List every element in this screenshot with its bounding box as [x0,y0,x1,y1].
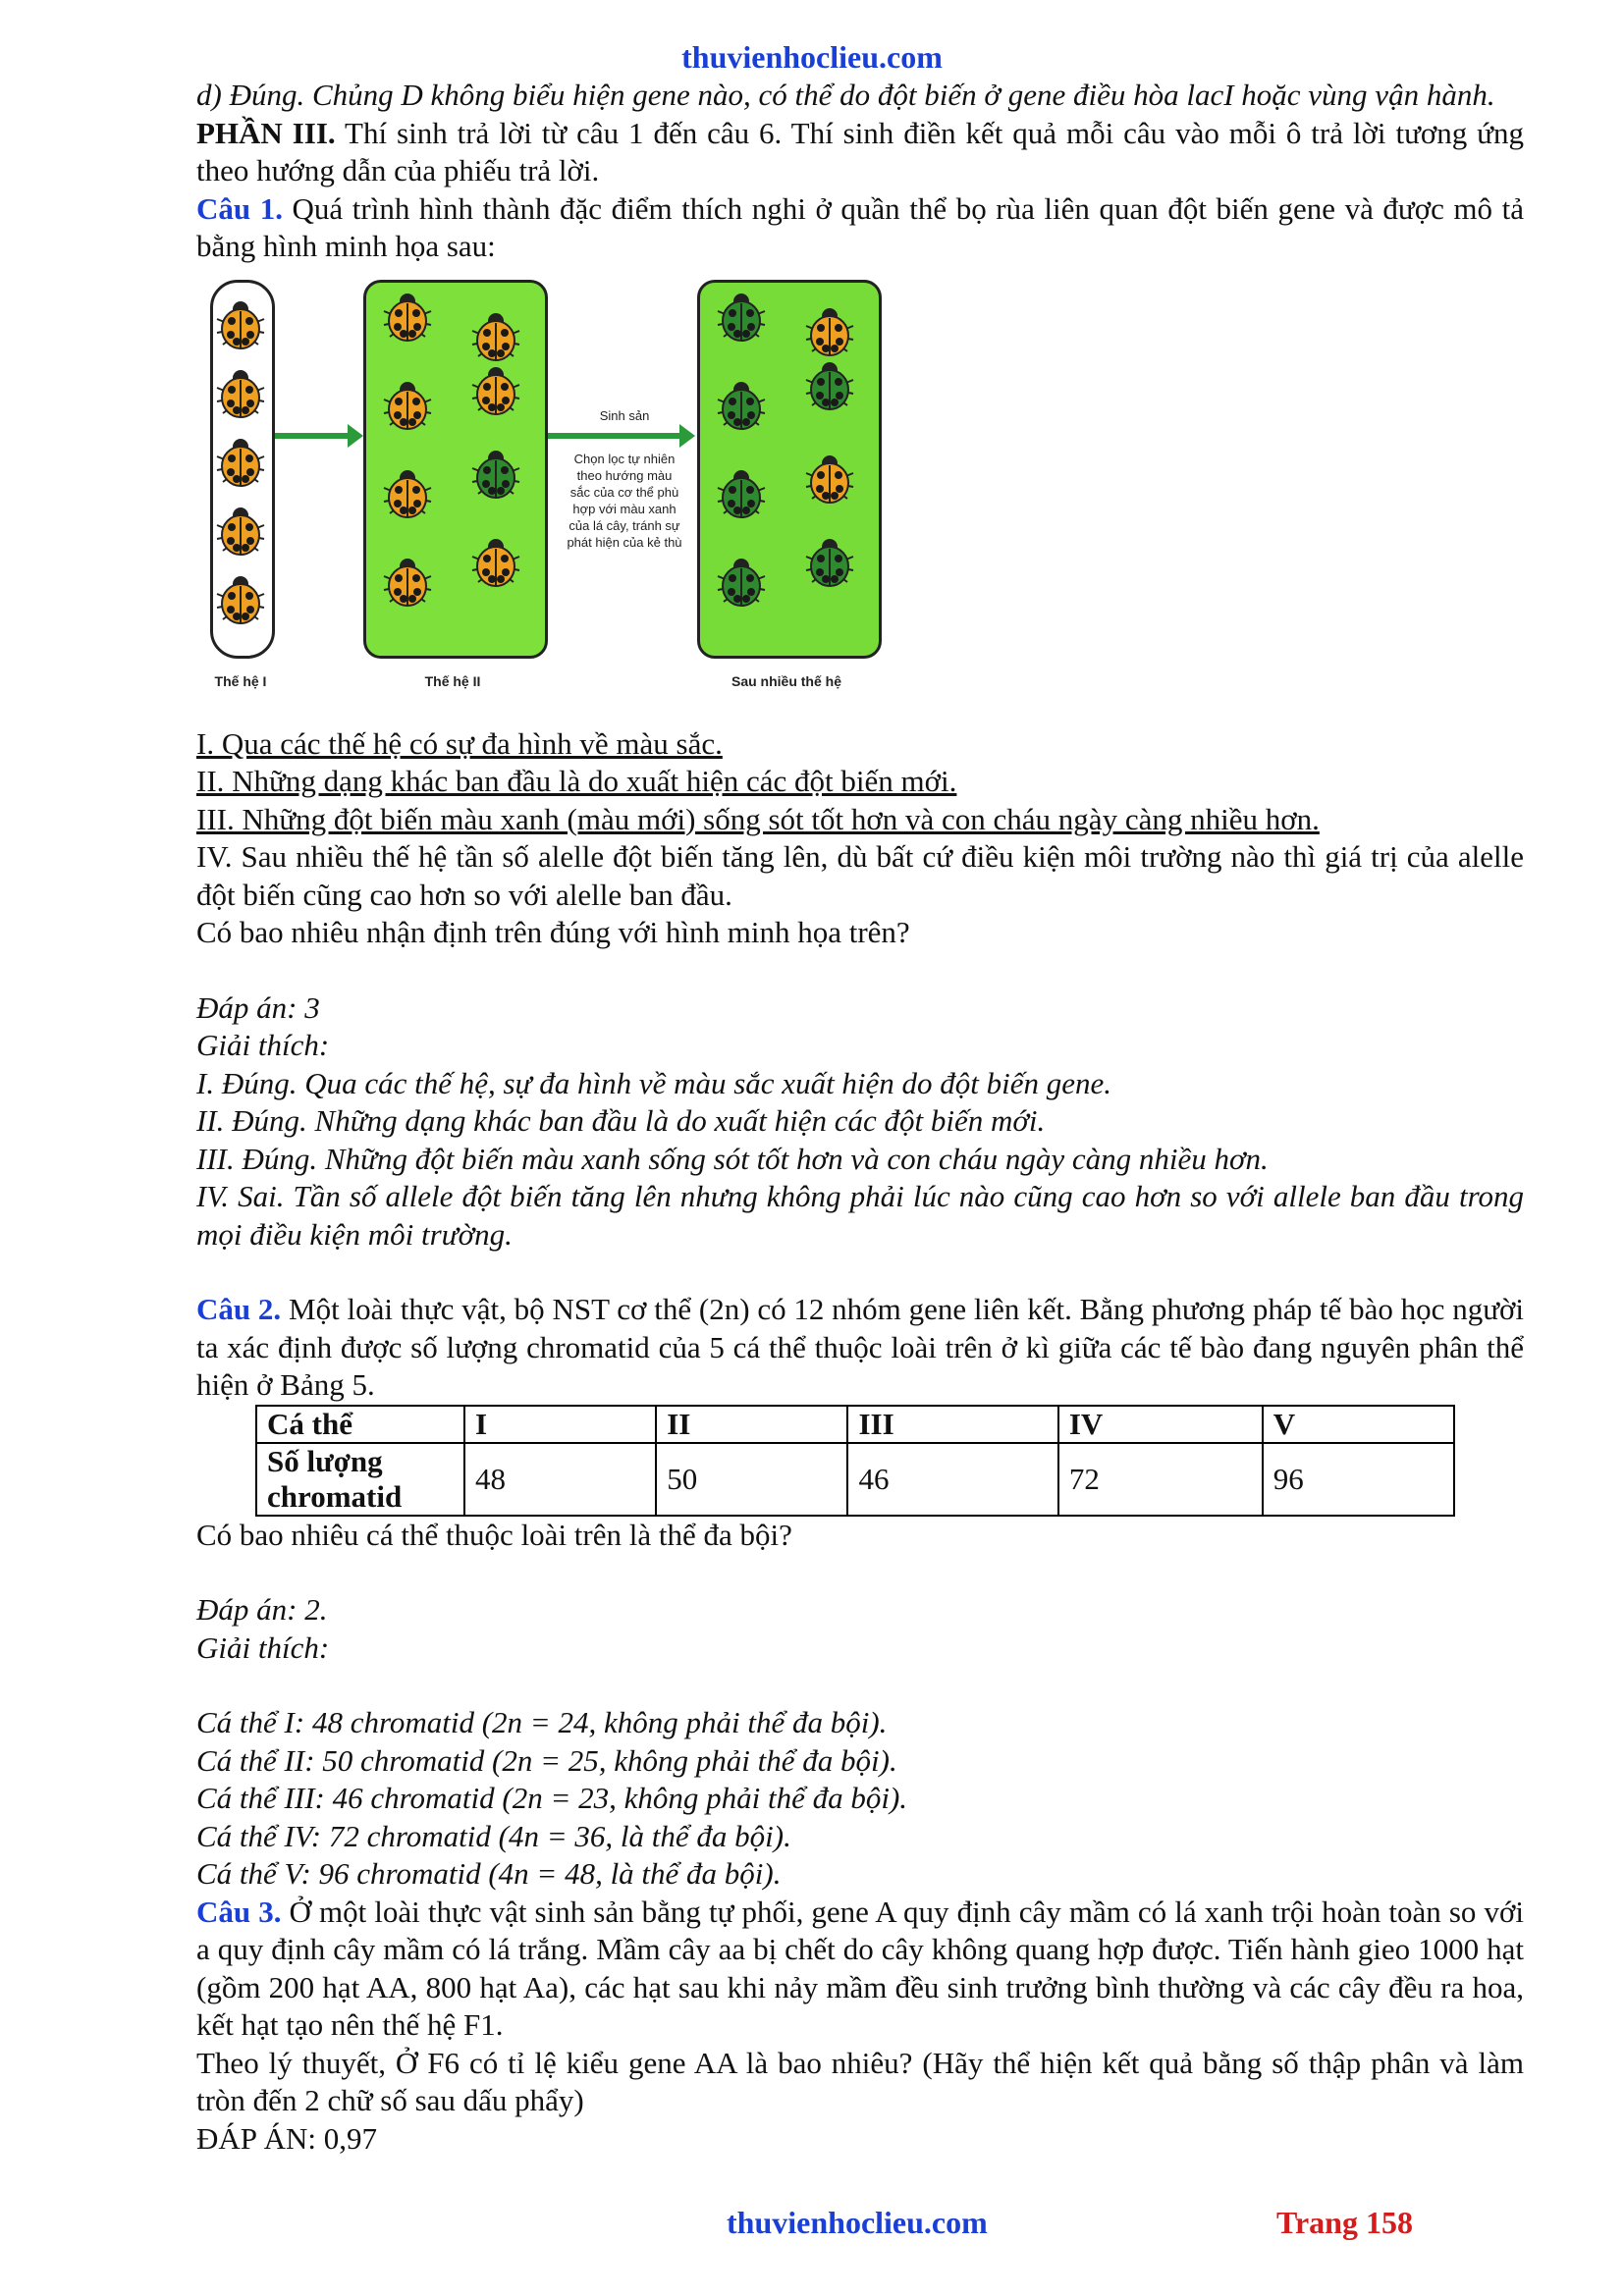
table-cell: IV [1058,1406,1263,1443]
orange-ladybug-icon [384,294,431,341]
q2-explain-3: Cá thể III: 46 chromatid (2n = 23, không phải thể đa bội). [196,1781,908,1815]
ladybug-figure [196,270,884,692]
intro-d-line: d) Đúng. Chủng D không biểu hiện gene nào, có thể do đột biến ở gene điều hòa lacI hoặc vùng vận hành. [196,78,1495,112]
orange-ladybug-icon [217,301,264,348]
q3-answer: ĐÁP ÁN: 0,97 [196,2120,378,2156]
q2-prompt [196,1291,1524,1405]
q1-statement-4: IV. Sau nhiều thế hệ tần số alelle đột biến tăng lên, dù bất cứ điều kiện môi trường nào thì giá trị của alelle đột biến cũng cao hơn so với alelle ban đầu. [196,839,1524,912]
q2-label: Câu 2. [196,1292,282,1326]
green-ladybug-icon [718,294,765,341]
part-three [196,115,1524,190]
table-cell: 50 [656,1443,847,1516]
green-ladybug-icon [718,470,765,517]
q1-label: Câu 1. [196,190,283,226]
arrow-bottom-label: Chọn lọc tự nhiên theo hướng màu sắc của cơ thể phù hợp với màu xanh của lá cây, tránh sự phát hiện của kẻ thù [567,451,682,550]
green-ladybug-icon [472,451,519,498]
orange-ladybug-icon [472,539,519,586]
q2-answer: Đáp án: 2. [196,1592,328,1627]
q2-question: Có bao nhiêu cá thể thuộc loài trên là thể đa bội? [196,1517,792,1552]
green-ladybug-icon [718,382,765,429]
table-row [256,1443,1454,1516]
q3-text: Ở một loài thực vật sinh sản bằng tự phối, gene A quy định cây mầm có lá xanh trội hoàn toàn so với a quy định cây mầm có lá trắng. Mầm cây aa bị chết do cây không quang hợp được. Tiến hành gieo 1000 hạt (gồm 200 hạt AA, 800 hạt Aa), các hạt sau khi nảy mầm đều sinh trưởng bình thường và các cây đều ra hoa, kết hạt tạo nên thế hệ F1. [196,1894,1525,2042]
table-cell: V [1263,1406,1454,1443]
orange-ladybug-icon [472,367,519,414]
orange-ladybug-icon [217,439,264,486]
q1-explain-4: IV. Sai. Tần số allele đột biến tăng lên nhưng không phải lúc nào cũng cao hơn so với allele ban đầu trong mọi điều kiện môi trường. [196,1179,1524,1252]
label-gen1: Thế hệ I [214,672,267,689]
q1-prompt [196,190,1524,266]
q2-explain-title: Giải thích: [196,1629,330,1665]
table-header-row [256,1406,1454,1443]
orange-ladybug-icon [384,559,431,606]
q3-prompt [196,1894,1524,2045]
table-cell: II [656,1406,847,1443]
green-ladybug-icon [806,362,853,409]
q2-text: Một loài thực vật, bộ NST cơ thể (2n) có 12 nhóm gene liên kết. Bằng phương pháp tế bào học người ta xác định được số lượng chromatid của 5 cá thể thuộc loài trên ở kì giữa các tế bào đang nguyên phân thể hiện ở Bảng 5. [196,1292,1525,1402]
footer-site[interactable]: thuvienhoclieu.com [727,2205,988,2240]
chromatid-table [255,1405,1455,1517]
green-ladybug-icon [806,539,853,586]
q2-explain-4: Cá thể IV: 72 chromatid (4n = 36, là thể đa bội). [196,1818,791,1853]
table-cell: Số lượng chromatid [256,1443,464,1516]
label-after: Sau nhiều thế hệ [731,672,841,689]
table-cell: Cá thể [256,1406,464,1443]
q1-statement-1: I. Qua các thế hệ có sự đa hình về màu sắc. [196,725,723,761]
q1-explain-1: I. Đúng. Qua các thế hệ, sự đa hình về màu sắc xuất hiện do đột biến gene. [196,1065,1112,1100]
table-cell: I [464,1406,656,1443]
label-gen2: Thế hệ II [424,672,481,689]
header-site[interactable]: thuvienhoclieu.com [681,39,943,75]
q2-explain-1: Cá thể I: 48 chromatid (2n = 24, không phải thể đa bội). [196,1705,888,1739]
page-number: Trang 158 [1276,2205,1413,2240]
arrow-top-label: Sinh sản [599,407,650,423]
ladybug-illustrations [196,270,884,692]
q1-explain-2: II. Đúng. Những dạng khác ban đầu là do xuất hiện các đột biến mới. [196,1103,1046,1138]
q3-label: Câu 3. [196,1894,282,1929]
q1-explain-3: III. Đúng. Những đột biến màu xanh sống sót tốt hơn và con cháu ngày càng nhiều hơn. [196,1141,1269,1176]
table-cell: 96 [1263,1443,1454,1516]
q3-question: Theo lý thuyết, Ở F6 có tỉ lệ kiểu gene AA là bao nhiêu? (Hãy thể hiện kết quả bằng số thập phân và làm tròn đến 2 chữ số sau dấu phẩy) [196,2045,1524,2117]
orange-ladybug-icon [472,313,519,360]
part-text: Thí sinh trả lời từ câu 1 đến câu 6. Thí sinh điền kết quả mỗi câu vào mỗi ô trả lời tương ứng theo hướng dẫn của phiếu trả lời. [196,115,1524,187]
table-cell: 48 [464,1443,656,1516]
orange-ladybug-icon [217,507,264,555]
content [196,77,1524,2158]
q2-explain-2: Cá thể II: 50 chromatid (2n = 25, không phải thể đa bội). [196,1742,897,1778]
part-title: PHẦN III. [196,115,336,150]
table-cell: III [847,1406,1057,1443]
footer [0,2205,1624,2244]
green-ladybug-icon [718,559,765,606]
orange-ladybug-icon [217,370,264,417]
orange-ladybug-icon [217,576,264,623]
q1-statement-3: III. Những đột biến màu xanh (màu mới) sống sót tốt hơn và con cháu ngày càng nhiều hơn. [196,801,1320,836]
table-cell: 72 [1058,1443,1263,1516]
q1-question: Có bao nhiêu nhận định trên đúng với hình minh họa trên? [196,915,910,949]
q1-statement-2: II. Những dạng khác ban đầu là do xuất hiện các đột biến mới. [196,764,957,798]
orange-ladybug-icon [806,308,853,355]
orange-ladybug-icon [806,455,853,503]
q1-explain-title: Giải thích: [196,1028,330,1062]
orange-ladybug-icon [384,382,431,429]
q1-answer: Đáp án: 3 [196,989,320,1025]
table-cell: 46 [847,1443,1057,1516]
q1-text: Quá trình hình thành đặc điểm thích nghi ở quần thể bọ rùa liên quan đột biến gene và được mô tả bằng hình minh họa sau: [196,190,1524,263]
q2-explain-5: Cá thể V: 96 chromatid (4n = 48, là thể đa bội). [196,1856,782,1891]
orange-ladybug-icon [384,470,431,517]
